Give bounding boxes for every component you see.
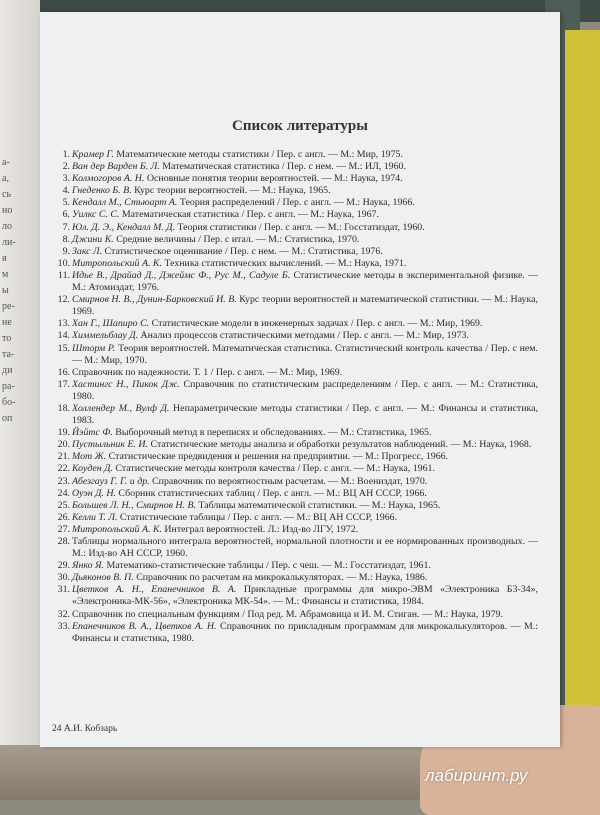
reference-authors: Смирнов Н. В., Дунин-Барковский И. В. [72,294,237,306]
reference-text: Справочник по расчетам на микрокалькуляторах. — М.: Наука, 1986. [133,572,428,584]
reference-item [54,427,538,439]
reference-text: Математико-статистические таблицы / Пер. с чеш. — М.: Госстатиздат, 1961. [104,560,431,572]
reference-number: 2. [62,161,70,173]
reference-item [54,222,538,234]
watermark-text: лабиринт.ру [425,766,528,785]
reference-text: Теория вероятностей. Математическая статистика. Статистический контроль качества / Пер. с нем. — М.: Мир, 1970. [72,342,538,366]
reference-text: Статистические методы в экспериментальной физике. — М.: Атомиздат, 1976. [72,269,538,294]
reference-number: 18. [57,402,70,414]
reference-authors: Коуден Д. [72,463,113,475]
reference-item [54,379,538,403]
reference-item [54,476,538,488]
reference-authors: Джини К. [72,233,114,245]
reference-authors: Химмельблау Д. [72,330,139,342]
reference-number: 19. [57,427,70,439]
page-title: Список литературы [232,118,368,134]
reference-number: 10. [57,257,70,269]
reference-number: 27. [57,523,70,535]
reference-number: 7. [62,221,70,233]
reference-authors: Хастингс Н., Пикок Дж. [72,378,180,390]
reference-text: Непараметрические методы статистики / Пер. с англ. — М.: Финансы и статистика, 1983. [72,402,538,427]
reference-authors: Идье В., Драйад Д., Джеймс Ф., Рус М., Садуле Б. [72,269,291,281]
reference-authors: Большев Л. Н., Смирнов Н. В. [72,499,196,511]
reference-authors: Мот Ж. [72,451,107,463]
reference-number: 3. [62,173,70,185]
reference-authors: Гнеденко Б. В. [72,185,132,197]
reference-authors: Митропольский А. К. [72,523,162,535]
reference-number: 13. [57,318,70,330]
reference-number: 1. [62,149,70,160]
reference-number: 24. [57,487,70,499]
reference-authors: Янко Я. [72,560,104,572]
reference-number: 20. [57,439,70,451]
reference-text: Математическая статистика / Пер. с нем. — М.: ИЛ, 1960. [159,161,406,173]
reference-authors: Йэйтс Ф. [72,427,113,439]
reference-authors: Кендалл М., Стьюарт А. [72,197,178,209]
reference-authors: Келли Т. Л. [72,511,118,523]
reference-authors: Юл. Д. Э., Кендалл М. Д. [72,221,176,233]
reference-item [54,330,538,342]
reference-authors: Оуэн Д. Н. [72,487,116,499]
reference-text: Прикладные программы для микро-ЭВМ «Электроника Б3-34», «Электроника-МК-56», «Электроника МК-54». — М.: Финансы и статистика, 1984. [72,584,538,608]
reference-text: Статистические предвидения и решения на предприятии. — М.: Прогресс, 1966. [106,451,449,463]
reference-item [54,343,538,367]
reference-item [54,451,538,463]
reference-item [54,246,538,258]
reference-item [54,439,538,451]
reference-authors: Крамер Г. [72,149,114,160]
reference-text: Анализ процессов статистическими методами / Пер. с англ. — М.: Мир, 1973. [138,330,469,342]
reference-item [54,197,538,209]
reference-number: 29. [57,560,70,572]
reference-authors: Колмогоров А. Н. [72,173,145,185]
reference-text: Справочник по вероятностным расчетам. — М.: Воениздат, 1970. [149,475,428,487]
reference-item [54,500,538,512]
reference-text: Статистическое оценивание / Пер. с нем. — М.: Статистика, 1976. [102,245,383,257]
reference-item [54,161,538,173]
reference-item [54,584,538,608]
reference-number: 6. [62,209,70,221]
reference-number: 31. [57,584,70,596]
reference-item [54,209,538,221]
reference-item [54,609,538,621]
reference-authors: Шторм Р. [72,342,116,354]
reference-number: 17. [57,378,70,390]
reference-item [54,512,538,524]
reference-number: 22. [57,463,70,475]
reference-item [54,536,538,560]
reference-text: Теория распределений / Пер. с англ. — М.: Наука, 1966. [177,197,415,209]
reference-item [54,403,538,427]
reference-text: Техника статистических вычислений. — М.: Наука, 1971. [161,257,407,269]
reference-text: Справочник по прикладным программам для микрокалькуляторов. — М.: Финансы и статистика, 1980. [72,620,538,644]
reference-text: Справочник по специальным функциям / Под ред. М. Абрамовица и И. М. Стиган. — М.: Наука, 1979. [72,608,503,620]
reference-item [54,258,538,270]
reference-authors: Ван дер Варден Б. Л. [72,161,160,173]
reference-item [54,270,538,294]
reference-text: Теория статистики / Пер. с англ. — М.: Госстатиздат, 1960. [175,221,425,233]
reference-text: Статистические методы контроля качества / Пер. с англ. — М.: Наука, 1961. [112,463,435,475]
reference-text: Таблицы математической статистики. — М.: Наука, 1965. [196,499,441,511]
reference-text: Основные понятия теории вероятностей. — М.: Наука, 1974. [144,173,403,185]
reference-text: Курс теории вероятностей. — М.: Наука, 1965. [131,185,331,197]
reference-authors: Закс Л. [72,245,103,257]
reference-item [54,524,538,536]
reference-number: 12. [57,294,70,306]
reference-item [54,488,538,500]
reference-item [54,185,538,197]
reference-text: Средние величины / Пер. с итал. — М.: Статистика, 1970. [113,233,360,245]
reference-item [54,621,538,645]
reference-item [54,367,538,379]
reference-number: 33. [57,620,70,632]
reference-text: Математическая статистика / Пер. с англ. — М.: Наука, 1967. [119,209,379,221]
reference-item [54,149,538,161]
reference-text: Статистические модели в инженерных задачах / Пер. с англ. — М.: Мир, 1969. [149,318,483,330]
reference-number: 32. [57,608,70,620]
adjacent-page [0,0,40,800]
reference-text: Статистические таблицы / Пер. с англ. — М.: ВЦ АН СССР, 1966. [117,511,398,523]
reference-number: 4. [62,185,70,197]
reference-number: 25. [57,499,70,511]
reference-text: Таблицы нормального интеграла вероятностей, нормальной плотности и ее нормированных производных. — М.: Изд-во АН СССР, 1960. [72,536,538,560]
reference-text: Курс теории вероятностей и математической статистики. — М.: Наука, 1969. [72,294,538,318]
reference-number: 28. [57,536,70,547]
reference-item [54,234,538,246]
reference-authors: Абезгауз Г. Г. и др. [72,475,150,487]
reference-authors: Холлендер М., Вулф Д. [72,402,170,414]
reference-number: 23. [57,475,70,487]
reference-authors: Епанечников В. А., Цветков А. Н. [72,620,217,632]
reference-authors: Цветков А. Н., Епанечников В. А. [72,584,237,596]
reference-text: Сборник статистических таблиц / Пер. с англ. — М.: ВЦ АН СССР, 1966. [115,487,427,499]
reference-text: Справочник по статистическим распределениям / Пер. с англ. — М.: Статистика, 1980. [72,378,538,402]
reference-item [54,173,538,185]
reference-authors: Хан Г., Шапиро С. [72,318,150,330]
reference-number: 30. [57,572,70,584]
page-footer: 24 А.И. Кобзарь [52,724,118,734]
reference-number: 9. [62,245,70,257]
reference-item [54,560,538,572]
reference-authors: Дьяконов В. П. [72,572,134,584]
reference-item [54,572,538,584]
reference-text: Математические методы статистики / Пер. с англ. — М.: Мир, 1975. [113,149,403,160]
reference-text: Интеграл вероятностей. Л.: Изд-во ЛГУ, 1972. [161,523,359,535]
reference-item [54,318,538,330]
reference-item [54,294,538,318]
reference-list [54,149,538,645]
book-page [40,12,560,747]
reference-authors: Пустыльник Е. И. [72,439,149,451]
reference-number: 21. [57,451,70,463]
reference-number: 8. [62,233,70,245]
reference-text: Выборочный метод в переписях и обследованиях. — М.: Статистика, 1965. [112,427,432,439]
reference-number: 26. [57,511,70,523]
reference-number: 16. [57,366,70,378]
reference-text: Справочник по надежности. Т. 1 / Пер. с англ. — М.: Мир, 1969. [72,366,343,378]
reference-item [54,463,538,475]
reference-number: 5. [62,197,70,209]
adjacent-page-text: а- а, сь но ло ли- я м ы ре- не то та- ди ра- бо- оп [2,157,16,424]
reference-number: 15. [57,342,70,354]
reference-number: 11. [58,269,70,281]
reference-authors: Митропольский А. К. [72,257,162,269]
reference-authors: Уилкс С. С. [72,209,120,221]
reference-number: 14. [57,330,70,342]
reference-text: Статистические методы анализа и обработки результатов наблюдений. — М.: Наука, 1968. [148,439,532,451]
book-spine-yellow [565,30,600,750]
